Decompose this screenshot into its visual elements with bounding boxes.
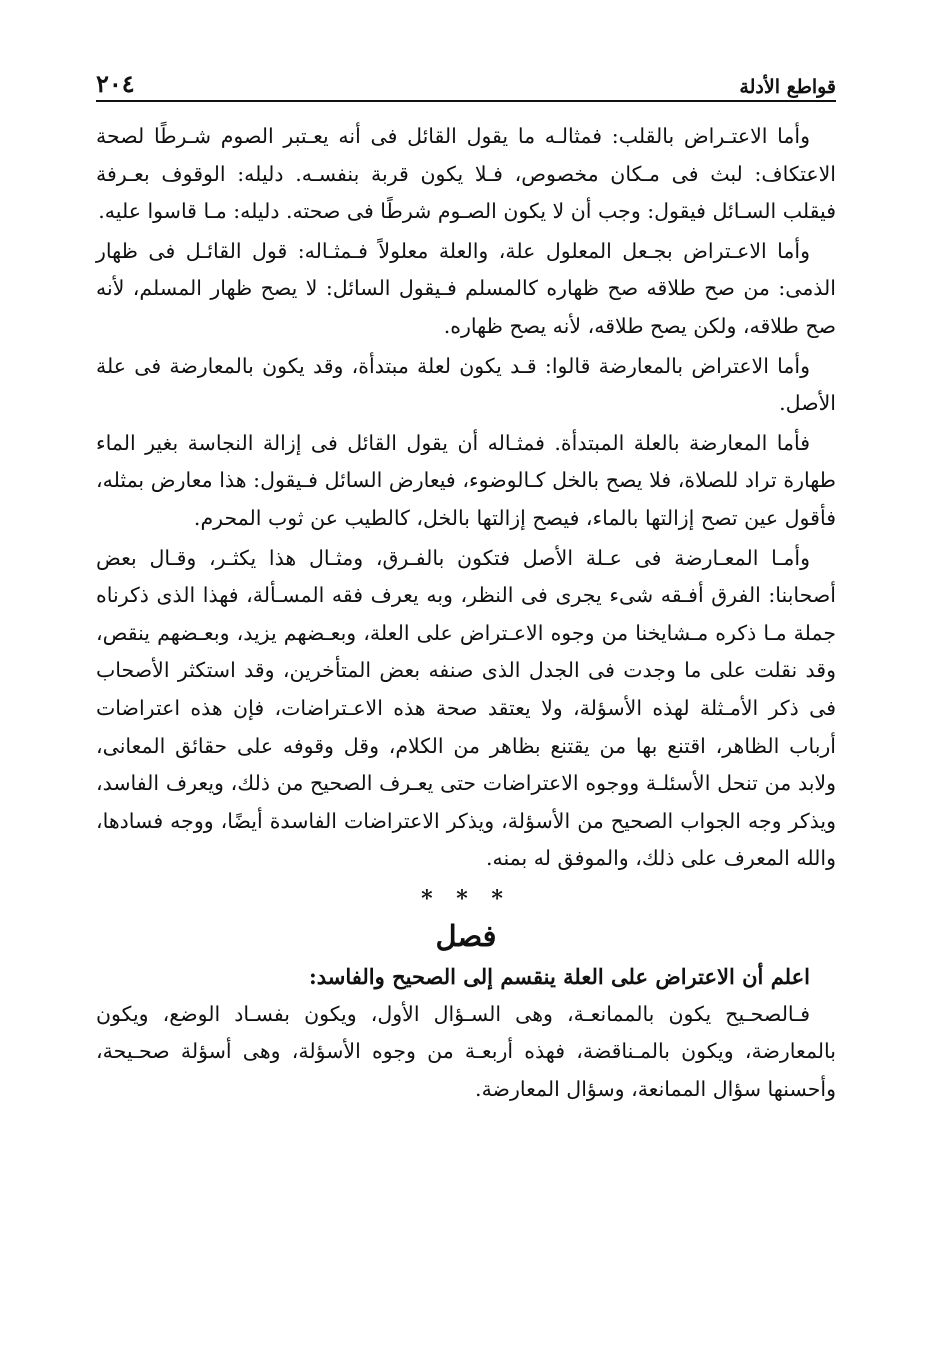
paragraph-mubtada2a: فأما المعارضة بالعلة المبتدأة. فمثـاله أن يقول القائل فى إزالة النجاسة بغير الماء طهارة تراد للصلاة، فلا يصح بالخل كـالوضوء، فيعارض السائل فـيقول: هذا معارض بمثله، فأقول عين تصح إزالتها بالماء، فيصح إزالتها بالخل، كالطيب عن ثوب المحرم.	[96, 430, 836, 530]
body-text	[96, 118, 836, 1109]
section-lead-sentence: اعلم أن الاعتراض على العلة ينقسم إلى الصحيح والفاسد:	[309, 963, 810, 989]
running-title: قواطع الأدلة	[739, 76, 836, 98]
paragraph-qalb: وأما الاعتـراض بالقلب: فمثالـه ما يقول القائل فى أنه يعـتبر الصوم شـرطًا لصحة الاعتكاف: لبث فى مـكان مخصوص، فـلا يكون قربة بنفسـه. دليله: الوقوف بعـرفة فيقلب السـائل فيقول: وجب أن لا يكون الصـوم شرطًا فى صحته. دليله: مـا قاسوا عليه.	[96, 124, 836, 224]
paragraph-sahih: فـالصحـيح يكون بالممانعـة، وهى السـؤال الأول، ويكون بفسـاد الوضع، ويكون بالمعارضة، ويكون بالمـناقضة، فهذه أربعـة من وجوه الأسؤلة، وهى أسؤلة صحـيحة، وأحسنها سؤال الممانعة، وسؤال المعارضة.	[96, 1001, 836, 1102]
section-heading: فصل	[435, 918, 497, 953]
page-header	[96, 60, 836, 102]
paragraph-mu3arada: وأما الاعتراض بالمعارضة قالوا: قـد يكون لعلة مبتدأة، وقد يكون بالمعارضة فى علة الأصل.	[96, 353, 836, 416]
paragraph-farq: وأمـا المعـارضة فى عـلة الأصل فتكون بالفـرق، ومثـال هذا يكثـر، وقـال بعض أصحابنا: الفرق أفـقه شىء يجرى فى النظر، وبه يعرف فقه المسـألة، فهذا الذى ذكرناه جملة مـا ذكره مـشايخنا من وجوه الاعـتراض على العلة، وبعـضهم يزيد، وبعـضهم ينقص، وقد نقلت على ما وجدت فى الجدل الذى صنفه بعض المتأخرين، وقد استكثر الأصحاب فى ذكر الأمـثلة لهذه الأسؤلة، ولا يعتقد صحة هذه الاعـتراضات، فإن هذه اعتراضات أرباب الظاهر، اقتنع بها من يقتنع بظاهر من الكلام، وقل وقوفه على حقائق المعانى، ولابد من تنحل الأسئلـة ووجوه الاعتراضات حتى يعـرف الصحيح من ذلك، ويعرف الفاسد، ويذكر وجه الجواب الصحيح من الأسؤلة، ويذكر الاعتراضات الفاسدة أيضًا، ووجه فسادها، والله المعرف على ذلك، والموفق له بمنه.	[96, 545, 836, 871]
page-number: ٢٠٤	[96, 69, 135, 98]
section-separator: * * *	[421, 885, 511, 912]
paragraph-ma3lul: وأما الاعـتراض بجـعل المعلول علة، والعلة معلولاً فـمثـاله: قول القائـل فى ظهار الذمى: من صح طلاقه صح ظهاره كالمسلم فـيقول السائل: لا يصح ظهار المسلم، لأنه صح طلاقه، ولكن يصح طلاقه، لأنه يصح ظهاره.	[96, 238, 836, 338]
book-page	[96, 60, 836, 1111]
